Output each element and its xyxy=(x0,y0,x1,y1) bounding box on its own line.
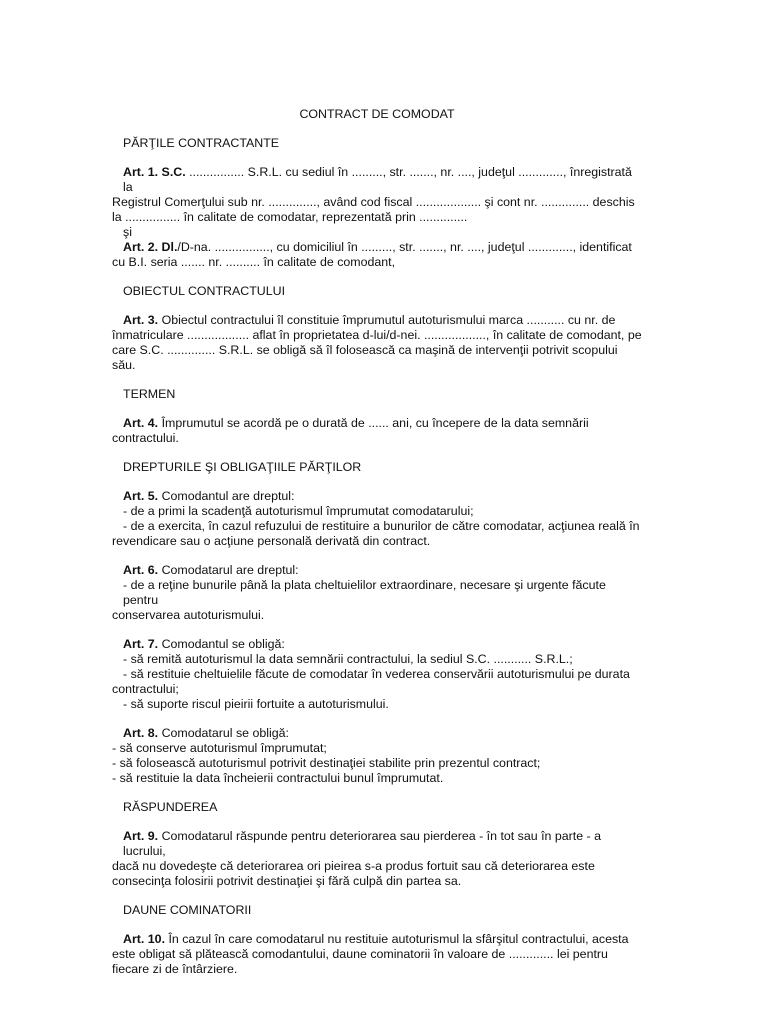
article-label: Art. 1. S.C. xyxy=(123,165,186,179)
section-heading-parti: PĂRŢILE CONTRACTANTE xyxy=(123,136,280,150)
list-item: - de a exercita, în cazul refuzului de restituire a bunurilor de către comodatar, acţiunea reală în xyxy=(123,519,640,533)
article-label: Art. 5. xyxy=(123,489,159,503)
article-label: Art. 2. Dl. xyxy=(123,240,178,254)
article-text: Obiectul contractului îl constituie împrumutul autoturismului marca ........... cu nr. de xyxy=(158,313,616,327)
article-label: Art. 9. xyxy=(123,829,159,843)
article-4 xyxy=(112,416,642,446)
article-6 xyxy=(112,563,642,623)
list-item: - de a reţine bunurile până la plata cheltuielilor extraordinare, necesare şi urgente făcute pentru xyxy=(123,578,606,607)
list-item: - să conserve autoturismul împrumutat; xyxy=(112,741,327,755)
section-heading-obiect: OBIECTUL CONTRACTULUI xyxy=(123,284,286,298)
article-text: /D-na. ................, cu domiciliul în ........., str. ......., nr. ...., judeţul ............., identificat xyxy=(177,240,632,254)
article-8 xyxy=(112,726,642,786)
article-label: Art. 4. xyxy=(123,416,159,430)
article-text: fiecare zi de întârziere. xyxy=(112,962,238,976)
article-text: Comodatarul răspunde pentru deteriorarea sau pierderea - în tot sau în parte - a lucrului, xyxy=(123,829,602,858)
article-label: Art. 7. xyxy=(123,637,159,651)
section-heading-drepturi: DREPTURILE ŞI OBLIGAŢIILE PĂRŢILOR xyxy=(123,460,362,474)
article-text: cu B.I. seria ....... nr. .......... în calitate de comodant, xyxy=(112,255,396,269)
article-10 xyxy=(112,932,642,977)
list-item: - de a primi la scadenţă autoturismul împrumutat comodatarului; xyxy=(123,504,474,518)
list-item: contractului; xyxy=(112,682,179,696)
article-text: Împrumutul se acordă pe o durată de ...... ani, cu începere de la data semnării xyxy=(158,416,589,430)
list-item: - să restituie la data încheierii contractului bunul împrumutat. xyxy=(112,771,444,785)
list-item: - să remită autoturismul la data semnării contractului, la sediul S.C. ........... S.R.L.; xyxy=(123,652,573,666)
section-heading-termen: TERMEN xyxy=(123,387,176,401)
article-text: consecinţa folosirii potrivit destinaţiei şi fără culpă din partea sa. xyxy=(112,874,462,888)
article-text: În cazul în care comodatarul nu restituie autoturismul la sfârşitul contractului, acesta xyxy=(165,932,629,946)
article-2 xyxy=(112,240,642,255)
article-text: Comodatarul se obligă: xyxy=(158,726,289,740)
conjunction-text: şi xyxy=(123,225,132,239)
article-text: Comodatarul are dreptul: xyxy=(158,563,299,577)
article-text: Comodantul are dreptul: xyxy=(158,489,295,503)
article-3 xyxy=(112,313,642,373)
article-label: Art. 8. xyxy=(123,726,159,740)
article-label: Art. 6. xyxy=(123,563,159,577)
article-text: este obligat să plătească comodantului, daune cominatorii în valoare de ............. lei pentru xyxy=(112,947,608,961)
article-text: la ................ în calitate de comodatar, reprezentată prin .............. xyxy=(112,210,468,224)
list-item: - să restituie cheltuielile făcute de comodatar în vederea conservării autoturismului pe durata xyxy=(123,667,630,681)
article-text: înmatriculare .................. aflat în proprietatea d-lui/d-nei. .................., în calitate de comodant, pe xyxy=(112,328,642,342)
document-title: CONTRACT DE COMODAT xyxy=(299,107,455,121)
list-item: - să folosească autoturismul potrivit destinaţiei stabilite prin prezentul contract; xyxy=(112,756,541,770)
article-5 xyxy=(112,489,642,549)
article-text: Comodantul se obligă: xyxy=(158,637,285,651)
article-9 xyxy=(112,829,642,889)
article-text: Registrul Comerţului sub nr. .............., având cod fiscal ................... şi cont nr. .............. deschis xyxy=(112,195,635,209)
article-7 xyxy=(112,637,642,712)
article-text: contractului. xyxy=(112,431,179,445)
article-1 xyxy=(112,165,642,270)
article-text: dacă nu dovedeşte că deteriorarea ori pieirea s-a produs fortuit sau că deteriorarea este xyxy=(112,859,595,873)
article-text: care S.C. .............. S.R.L. se obligă să îl folosească ca maşină de intervenţii potrivit scopului său. xyxy=(112,343,618,372)
contract-document xyxy=(112,107,642,991)
article-label: Art. 10. xyxy=(123,932,166,946)
article-text: ................ S.R.L. cu sediul în ........., str. ......., nr. ...., judeţul ............., înregistrată la xyxy=(123,165,632,194)
list-item: revendicare sau o acţiune personală derivată din contract. xyxy=(112,534,431,548)
list-item: conservarea autoturismului. xyxy=(112,608,265,622)
list-item: - să suporte riscul pieirii fortuite a autoturismului. xyxy=(123,697,389,711)
section-heading-daune: DAUNE COMINATORII xyxy=(123,903,252,917)
article-label: Art. 3. xyxy=(123,313,159,327)
section-heading-raspundere: RĂSPUNDEREA xyxy=(123,800,218,814)
